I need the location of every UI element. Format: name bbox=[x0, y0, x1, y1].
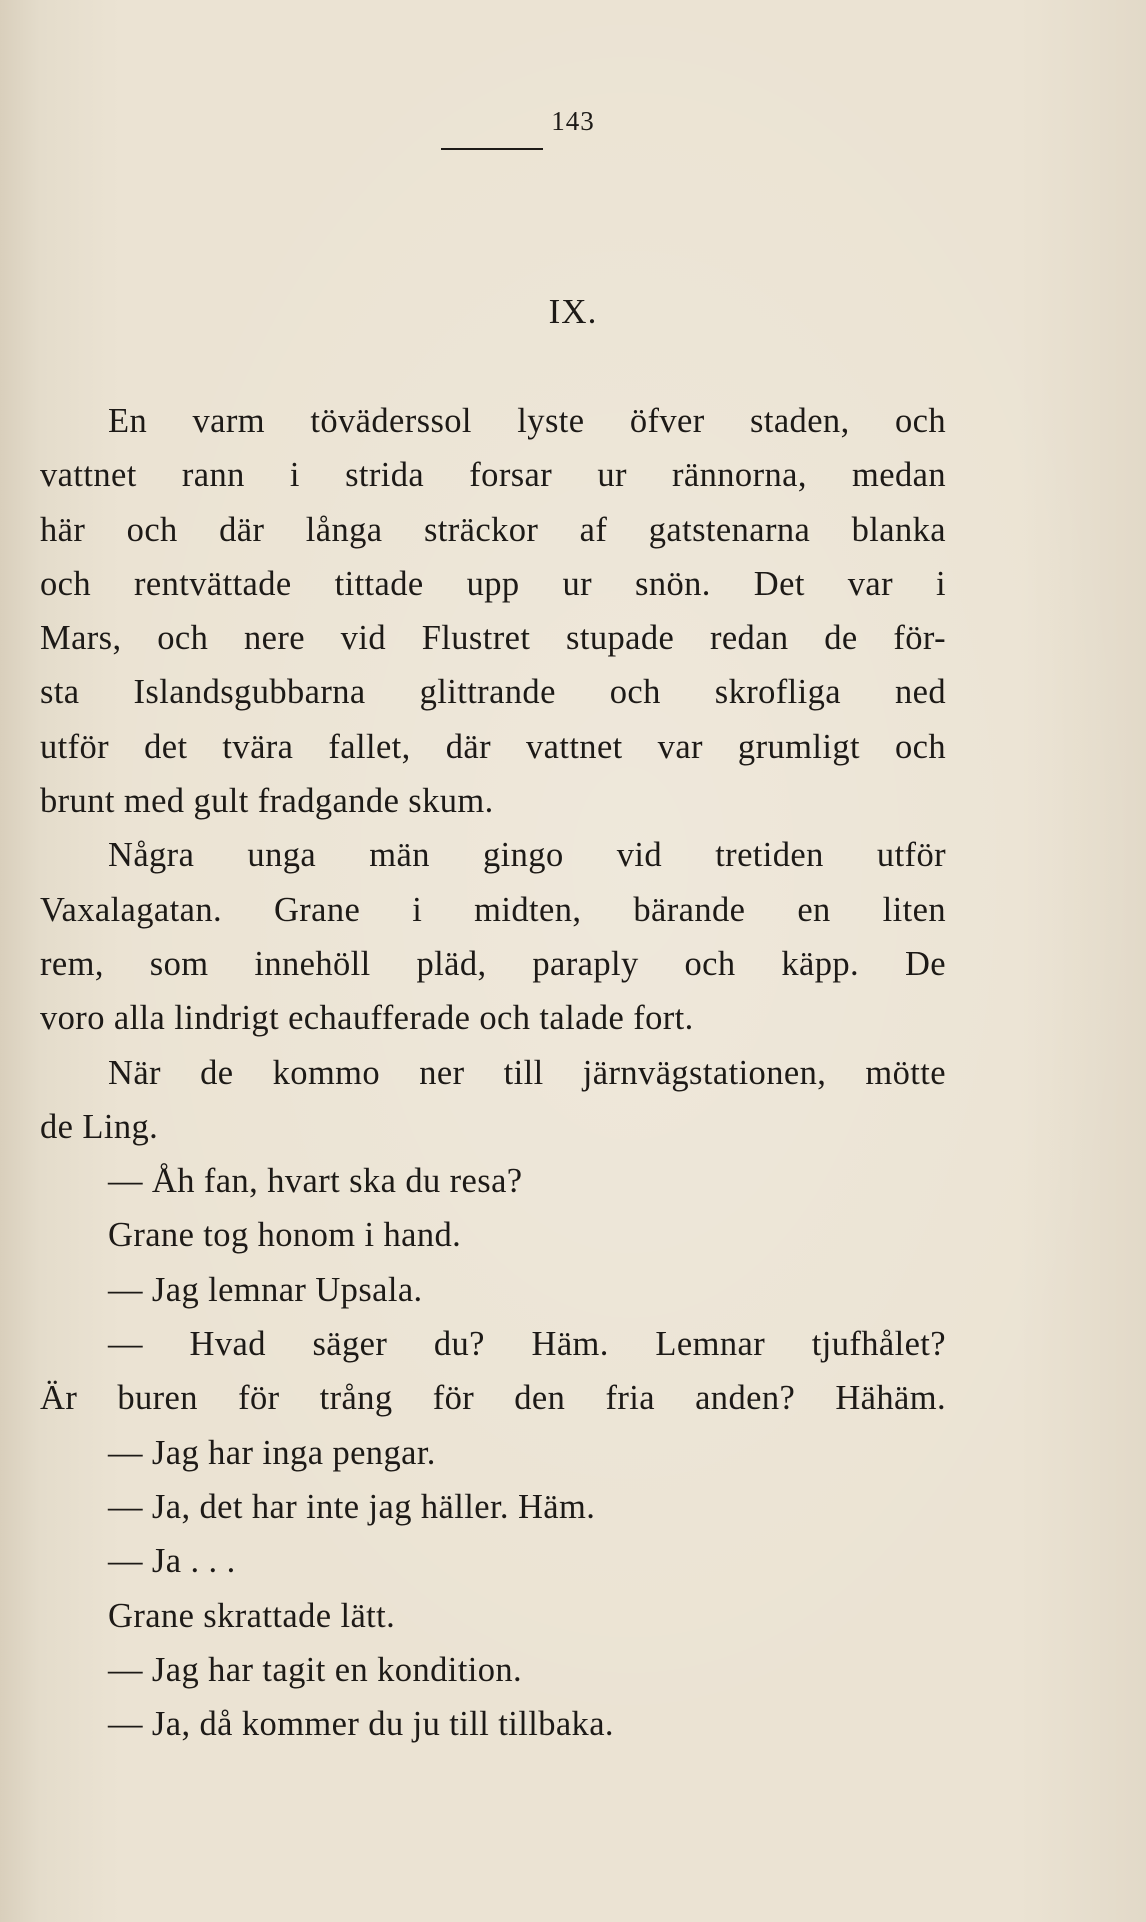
text-line: — Hvad säger du? Häm. Lemnar tjufhålet? bbox=[108, 1325, 946, 1364]
text-line: — Ja, då kommer du ju till tillbaka. bbox=[108, 1705, 614, 1744]
text-line: — Jag lemnar Upsala. bbox=[108, 1270, 423, 1309]
text-line: och rentvättade tittade upp ur snön. Det var i bbox=[40, 564, 946, 603]
page-number: 143 bbox=[551, 106, 595, 136]
text-line: En varm töväderssol lyste öfver staden, och bbox=[108, 402, 946, 440]
text-line: voro alla lindrigt echaufferade och talade fort. bbox=[40, 999, 694, 1038]
text-line: — Jag har inga pengar. bbox=[108, 1433, 436, 1472]
text-line: Grane skrattade lätt. bbox=[108, 1596, 396, 1635]
text-line: de Ling. bbox=[40, 1107, 159, 1146]
page-number-rule bbox=[441, 148, 543, 150]
text-line: Vaxalagatan. Grane i midten, bärande en liten bbox=[40, 890, 946, 929]
text-line: Några unga män gingo vid tretiden utför bbox=[108, 836, 946, 875]
text-line: sta Islandsgubbarna glittrande och skrofliga ned bbox=[40, 673, 946, 712]
body-text bbox=[40, 394, 946, 1751]
text-line: — Åh fan, hvart ska du resa? bbox=[108, 1162, 523, 1201]
text-line: — Ja . . . bbox=[108, 1542, 236, 1581]
chapter-heading: IX. bbox=[548, 292, 598, 331]
text-line: vattnet rann i strida forsar ur rännorna, medan bbox=[40, 456, 946, 495]
text-line: här och där långa sträckor af gatstenarna blanka bbox=[40, 510, 946, 549]
text-line: Mars, och nere vid Flustret stupade redan de för- bbox=[40, 619, 946, 658]
text-line: Grane tog honom i hand. bbox=[108, 1216, 462, 1255]
text-line: — Jag har tagit en kondition. bbox=[108, 1650, 523, 1689]
text-line: brunt med gult fradgande skum. bbox=[40, 782, 494, 821]
text-line: utför det tvära fallet, där vattnet var grumligt och bbox=[40, 727, 946, 766]
text-line: — Ja, det har inte jag häller. Häm. bbox=[108, 1487, 596, 1526]
text-line: rem, som innehöll pläd, paraply och käpp. De bbox=[40, 944, 946, 983]
text-line: Är buren för trång för den fria anden? Hähäm. bbox=[40, 1379, 946, 1418]
text-line: När de kommo ner till järnvägstationen, mötte bbox=[108, 1053, 946, 1092]
